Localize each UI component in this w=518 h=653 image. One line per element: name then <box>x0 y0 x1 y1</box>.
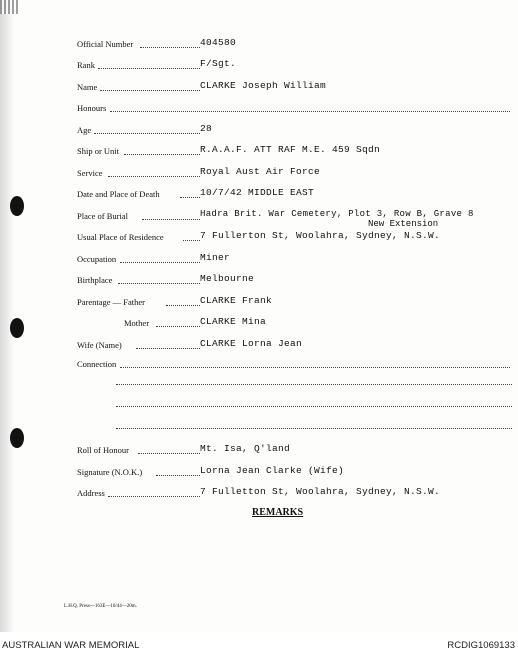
field-label: Place of Burial <box>77 211 128 221</box>
field-age <box>0 122 518 138</box>
field-value: 404580 <box>200 37 237 48</box>
field-label: Age <box>77 125 92 135</box>
field-mother <box>0 315 518 331</box>
field-value: Royal Aust Air Force <box>200 166 321 177</box>
field-rank <box>0 57 518 73</box>
field-official-number <box>0 36 518 52</box>
field-value: Lorna Jean Clarke (Wife) <box>200 465 345 476</box>
field-label: Connection <box>77 359 117 369</box>
burial-annotation: New Extension <box>368 219 439 229</box>
field-birthplace <box>0 272 518 288</box>
field-wife <box>0 337 518 353</box>
field-value: F/Sgt. <box>200 58 237 69</box>
field-label: Usual Place of Residence <box>77 232 164 242</box>
dotted-leader <box>138 453 200 454</box>
field-value: R.A.A.F. ATT RAF M.E. 459 Sqdn <box>200 144 381 155</box>
field-value: CLARKE Frank <box>200 295 273 306</box>
field-value: Mt. Isa, Q'land <box>200 443 291 454</box>
field-honours <box>0 100 518 116</box>
field-name <box>0 79 518 95</box>
field-usual-residence <box>0 229 518 245</box>
footer-record-id: RCDIG1069133 <box>447 640 515 651</box>
scan-corner-mark <box>0 0 20 14</box>
field-roll-of-honour <box>0 442 518 458</box>
dotted-leader <box>108 176 200 177</box>
field-value: Miner <box>200 252 231 263</box>
connection-blank-line <box>116 384 512 385</box>
connection-blank-line <box>116 406 512 407</box>
dotted-leader <box>183 240 200 241</box>
field-value: 28 <box>200 123 213 134</box>
field-date-place-of-death <box>0 186 518 202</box>
field-label: Date and Place of Death <box>77 189 160 199</box>
field-father <box>0 294 518 310</box>
dotted-leader <box>120 262 200 263</box>
field-value: Melbourne <box>200 273 255 284</box>
dotted-leader <box>110 111 510 112</box>
dotted-leader <box>142 219 200 220</box>
field-value: CLARKE Joseph William <box>200 80 327 91</box>
dotted-leader <box>108 496 200 497</box>
field-connection <box>0 356 518 372</box>
field-ship-or-unit <box>0 143 518 159</box>
field-label: Roll of Honour <box>77 445 129 455</box>
field-label: Signature (N.O.K.) <box>77 467 143 477</box>
field-value: 10/7/42 MIDDLE EAST <box>200 187 315 198</box>
field-service <box>0 165 518 181</box>
dotted-leader <box>140 47 200 48</box>
field-label: Birthplace <box>77 275 113 285</box>
footer-institution: AUSTRALIAN WAR MEMORIAL <box>2 640 140 651</box>
field-label: Mother <box>124 318 150 328</box>
field-label: Honours <box>77 103 107 113</box>
field-label: Rank <box>77 60 95 70</box>
field-value: CLARKE Mina <box>200 316 267 327</box>
dotted-leader <box>180 197 200 198</box>
dotted-leader <box>118 283 200 284</box>
dotted-leader <box>100 90 200 91</box>
dotted-leader <box>124 154 200 155</box>
dotted-leader <box>156 326 200 327</box>
field-signature <box>0 464 518 480</box>
printer-note: L.H.Q. Press—163E—10/44—20m. <box>64 604 137 609</box>
field-label: Wife (Name) <box>77 340 122 350</box>
dotted-leader <box>120 367 510 368</box>
dotted-leader <box>156 475 200 476</box>
field-label: Ship or Unit <box>77 146 120 156</box>
field-label: Parentage — Father <box>77 297 145 307</box>
field-address <box>0 485 518 501</box>
dotted-leader <box>166 305 200 306</box>
field-label: Service <box>77 168 103 178</box>
field-label: Occupation <box>77 254 117 264</box>
field-label: Address <box>77 488 105 498</box>
connection-blank-line <box>116 428 512 429</box>
field-label: Official Number <box>77 39 134 49</box>
dotted-leader <box>136 348 200 349</box>
field-value: Hadra Brit. War Cemetery, Plot 3, Row B, Grave 8 <box>200 209 474 219</box>
field-place-of-burial <box>0 208 518 224</box>
field-value: 7 Fullerton St, Woolahra, Sydney, N.S.W. <box>200 230 441 241</box>
field-value: 7 Fulletton St, Woolahra, Sydney, N.S.W. <box>200 486 441 497</box>
field-value: CLARKE Lorna Jean <box>200 338 303 349</box>
remarks-heading: REMARKS <box>252 507 304 518</box>
field-label: Name <box>77 82 98 92</box>
field-occupation <box>0 251 518 267</box>
dotted-leader <box>98 68 200 69</box>
dotted-leader <box>94 133 200 134</box>
archive-footer <box>0 632 518 653</box>
